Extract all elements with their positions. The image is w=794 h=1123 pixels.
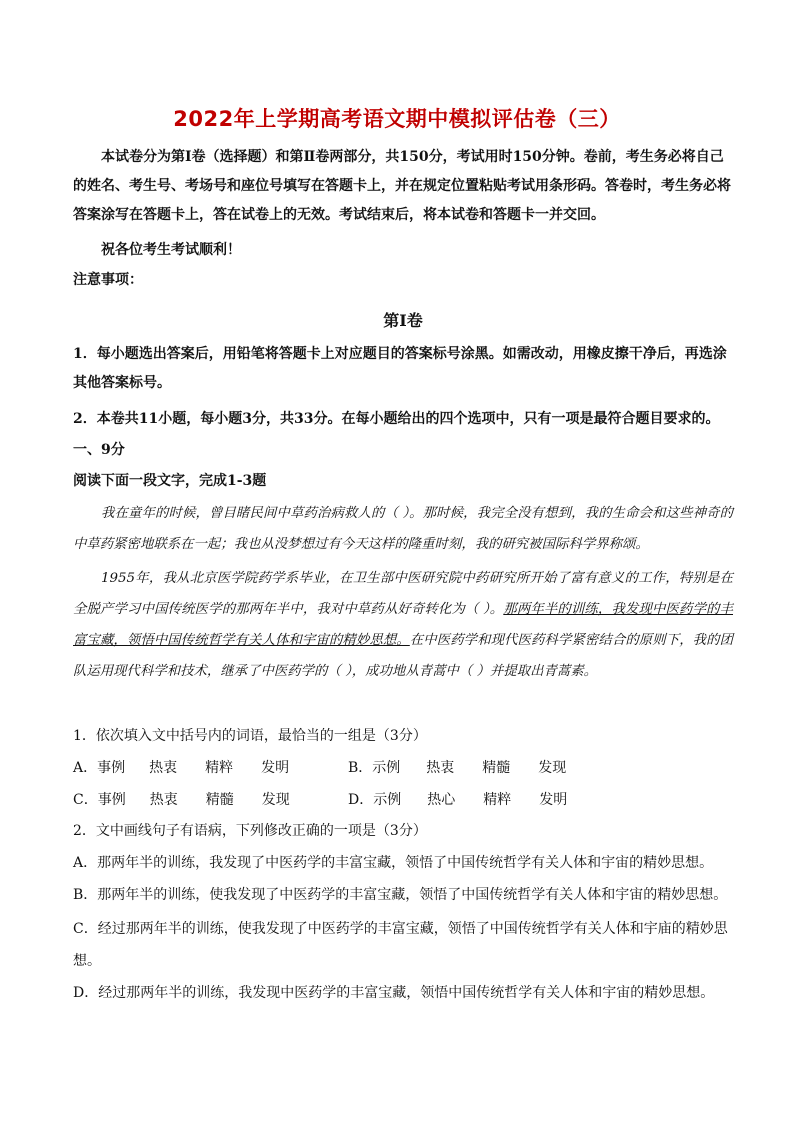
q1-option-c-word-1: 事例 [97,792,126,808]
q1-option-d[interactable] [348,786,567,815]
q1-option-d-word-1: 示例 [373,792,402,808]
q1-option-c-word-2: 热衷 [149,792,178,808]
q1-option-b-word-2: 热衷 [426,760,455,776]
passage-p2-before: 1955年，我从北京医学院药学系毕业，在卫生部中医研究院中药研究所开始了富有意义的工作，特别是在全脱产学习中国传统医学的那两年半中，我对中草药从好奇转化为（ ）。 [73,571,733,617]
q1-option-c-label: C． [73,792,98,808]
q1-option-c-word-4: 发现 [261,792,290,808]
question-1-options-row-2 [73,786,733,815]
q1-option-d-word-2: 热心 [427,792,456,808]
q1-option-d-label: D． [348,792,374,808]
q1-option-a-word-2: 热衷 [149,760,178,776]
notice-label: 注意事项： [73,272,143,288]
question-1-stem: 1．依次填入文中括号内的词语，最恰当的一组是（3分） [73,728,427,744]
q1-option-c[interactable] [73,786,290,815]
part1-heading: 一、9分 [73,442,125,458]
underlined-sentence: 那两年半的训练，我发现中医药学的丰富宝藏，领悟中国传统哲学有关人体和宇宙的精妙思想。 [73,602,733,648]
section-title: 第Ⅰ卷 [383,311,423,330]
q1-option-c-word-3: 精髓 [205,792,234,808]
part1-instruction: 阅读下面一段文字，完成1-3题 [73,473,267,489]
passage-paragraph-1: 我在童年的时候，曾目睹民间中草药治病救人的（ ）。那时候，我完全没有想到，我的生命会和这些神奇的中草药紧密地联系在一起；我也从没梦想过有今天这样的隆重时刻，我的研究被国际科学界称颂。 [73,506,733,552]
q2-option-d[interactable]: D．经过那两年半的训练，我发现中医药学的丰富宝藏，领悟中国传统哲学有关人体和宇宙的精妙思想。 [73,985,715,1001]
q1-option-a-word-1: 事例 [97,760,126,776]
q1-option-b-label: B． [348,760,373,776]
q1-option-a-label: A． [73,760,98,776]
q1-option-a-word-3: 精粹 [205,760,234,776]
q1-option-a-word-4: 发明 [261,760,290,776]
q1-option-b-word-4: 发现 [538,760,567,776]
q1-option-b[interactable] [348,754,566,783]
q1-option-d-word-3: 精粹 [483,792,512,808]
question-2-stem: 2．文中画线句子有语病，下列修改正确的一项是（3分） [73,823,427,839]
q2-option-a[interactable]: A．那两年半的训练，我发现了中医药学的丰富宝藏，领悟了中国传统哲学有关人体和宇宙的精妙思想。 [73,855,714,871]
q1-option-b-word-3: 精髓 [482,760,511,776]
note-2: 2．本卷共11小题，每小题3分，共33分。在每小题给出的四个选项中，只有一项是最符合题目要求的。 [73,411,720,427]
q1-option-a[interactable] [73,754,289,783]
passage-paragraph-2 [73,563,733,687]
wish-line: 祝各位考生考试顺利！ [101,242,241,258]
question-1-options-row-1 [73,754,733,783]
intro-paragraph: 本试卷分为第Ⅰ卷（选择题）和第Ⅱ卷两部分，共150分，考试用时150分钟。卷前，考生务必将自己的姓名、考生号、考场号和座位号填写在答题卡上，并在规定位置粘贴考试用条形码。答卷时，考生务必将答案涂写在答题卡上，答在试卷上的无效。考试结束后，将本试卷和答题卡一并交回。 [73,149,731,223]
q1-option-d-word-4: 发明 [539,792,568,808]
q2-option-c[interactable]: C．经过那两年半的训练，使我发现了中医药学的丰富宝藏，领悟了中国传统哲学有关人体和宇庙的精妙思想。 [73,921,728,969]
passage-p2-after: 在中医药学和现代医药科学紧密结合的原则下，我的团队运用现代科学和技术，继承了中医药学的（ ），成功地从青蒿中（ ）并提取出青蒿素。 [73,633,734,679]
exam-title: 2022年上学期高考语文期中模拟评估卷（三） [173,107,621,131]
note-1: 1．每小题选出答案后，用铅笔将答题卡上对应题目的答案标号涂黑。如需改动，用橡皮擦干净后，再选涂其他答案标号。 [73,346,727,391]
q1-option-b-word-1: 示例 [372,760,401,776]
q2-option-b[interactable]: B．那两年半的训练，使我发现了中医药学的丰富宝藏，领悟了中国传统哲学有关人体和宇宙的精妙思想。 [73,887,728,903]
